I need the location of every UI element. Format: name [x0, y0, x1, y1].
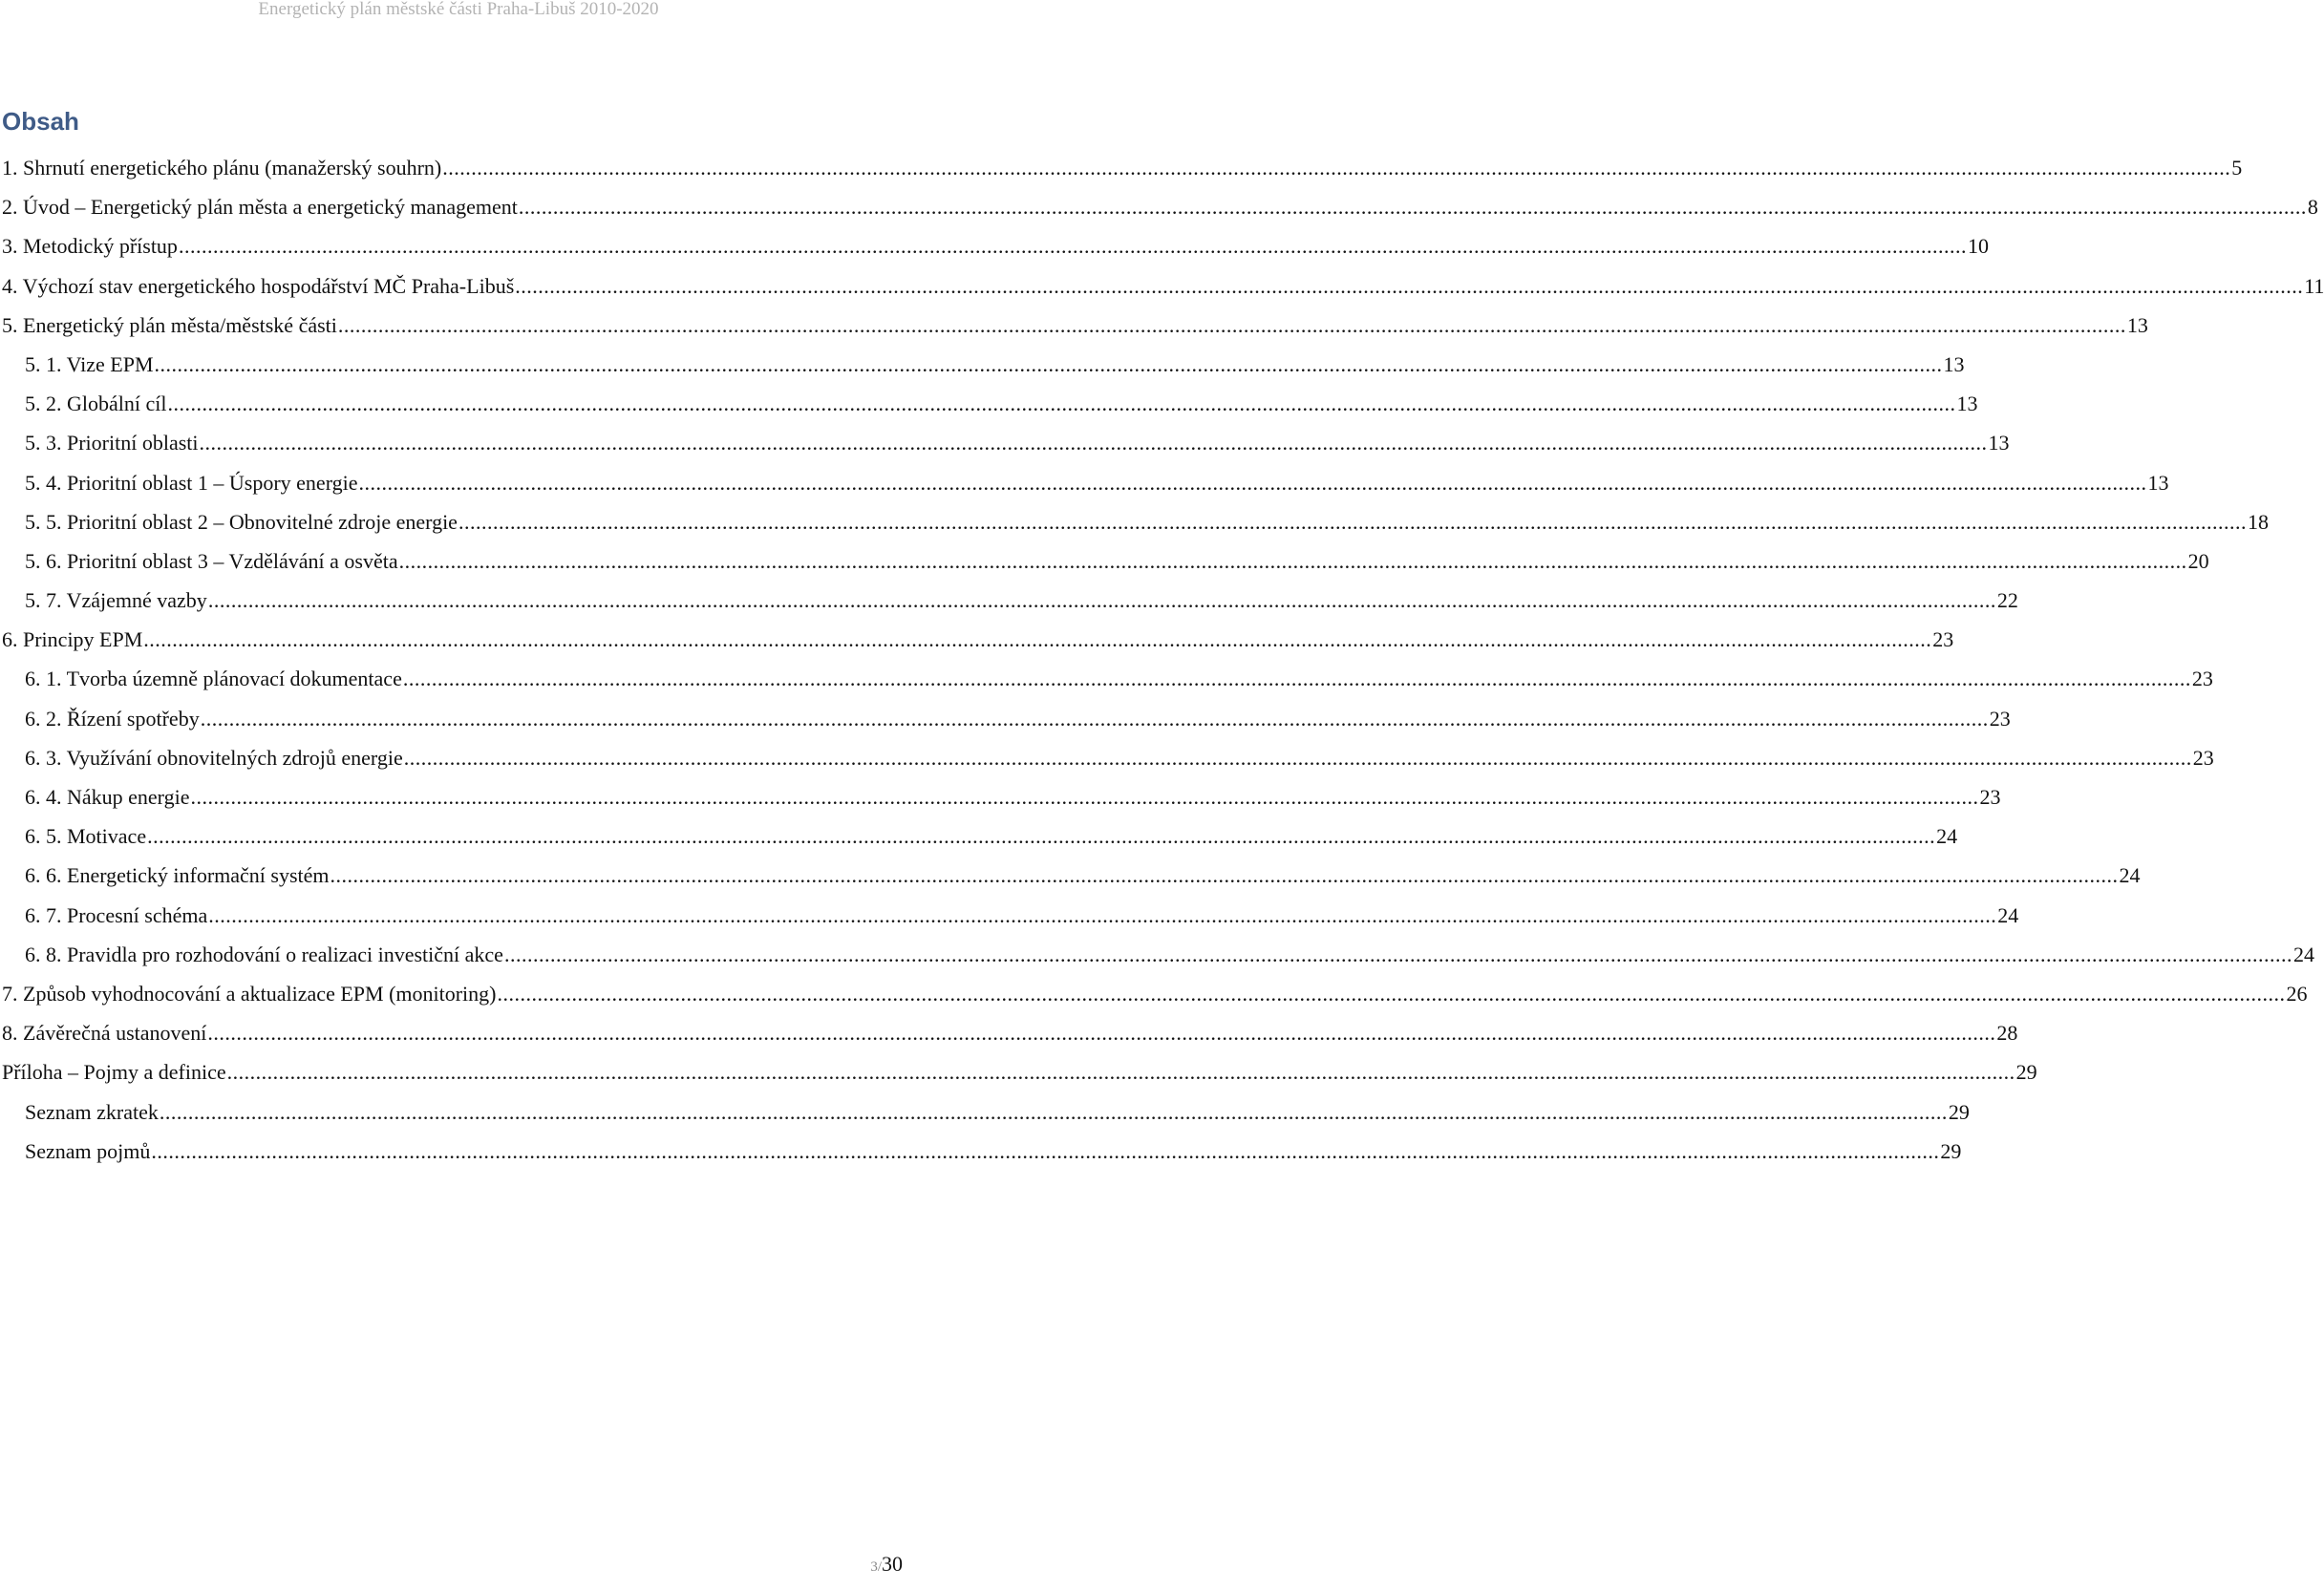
toc-entry[interactable] [2, 862, 2141, 901]
toc-entry-page: 23 [2191, 667, 2213, 691]
toc-entry[interactable] [2, 745, 2214, 784]
toc-entry-page: 29 [2015, 1060, 2037, 1085]
toc-entry-label: 6. 3. Využívání obnovitelných zdrojů energie [25, 745, 403, 770]
toc-dot-leader: ........................................................................................................................................................................................................................................................................................................................ [178, 234, 1967, 259]
toc-entry[interactable] [2, 666, 2213, 705]
toc-entry-label: 5. 4. Prioritní oblast 1 – Úspory energie [25, 470, 358, 495]
toc-entry-page: 24 [2292, 942, 2314, 966]
toc-entry-label: 7. Způsob vyhodnocování a aktualizace EPM (monitoring) [2, 981, 497, 1006]
toc-dot-leader: ........................................................................................................................................................................................................................................................................................................................ [518, 195, 2307, 220]
toc-entry-label: 3. Metodický přístup [2, 234, 178, 259]
toc-entry-page: 11 [2304, 273, 2324, 298]
toc-dot-leader: ........................................................................................................................................................................................................................................................................................................................ [358, 470, 2147, 495]
toc-entry[interactable] [2, 155, 2243, 194]
toc-entry-page: 13 [2147, 470, 2169, 495]
toc-entry[interactable] [2, 312, 2148, 351]
toc-entry[interactable] [2, 587, 2018, 626]
toc-dot-leader: ........................................................................................................................................................................................................................................................................................................................ [226, 1060, 2015, 1085]
toc-entry-label: 5. Energetický plán města/městské části [2, 312, 337, 337]
toc-entry-label: Seznam pojmů [25, 1138, 151, 1163]
toc-dot-leader: ........................................................................................................................................................................................................................................................................................................................ [403, 745, 2192, 770]
toc-entry[interactable] [2, 1020, 2018, 1059]
toc-dot-leader: ........................................................................................................................................................................................................................................................................................................................ [208, 902, 1997, 927]
toc-entry-label: 5. 1. Vize EPM [25, 351, 154, 376]
toc-dot-leader: ........................................................................................................................................................................................................................................................................................................................ [337, 312, 2126, 337]
toc-dot-leader: ........................................................................................................................................................................................................................................................................................................................ [398, 548, 2187, 573]
toc-entry-label: 5. 2. Globální cíl [25, 392, 167, 416]
toc-entry-page: 13 [2126, 312, 2148, 337]
toc-dot-leader: ........................................................................................................................................................................................................................................................................................................................ [151, 1138, 1940, 1163]
toc-entry-page: 18 [2247, 509, 2269, 534]
toc-entry[interactable] [2, 1059, 2037, 1098]
toc-entry-page: 13 [1956, 392, 1978, 416]
toc-dot-leader: ........................................................................................................................................................................................................................................................................................................................ [154, 351, 1943, 376]
toc-dot-leader: ........................................................................................................................................................................................................................................................................................................................ [200, 706, 1989, 731]
toc-dot-leader: ........................................................................................................................................................................................................................................................................................................................ [497, 981, 2286, 1006]
toc-entry-label: 6. 8. Pravidla pro rozhodování o realizaci investiční akce [25, 942, 503, 966]
page-number [870, 1552, 903, 1579]
toc-entry[interactable] [2, 706, 2011, 745]
toc-dot-leader: ........................................................................................................................................................................................................................................................................................................................ [503, 942, 2292, 966]
toc-entry-page: 20 [2187, 548, 2209, 573]
toc-entry[interactable] [2, 902, 2019, 942]
toc-entry[interactable] [2, 430, 2010, 469]
toc-dot-leader: ........................................................................................................................................................................................................................................................................................................................ [143, 627, 1932, 652]
toc-entry-label: 6. 6. Energetický informační systém [25, 863, 330, 888]
toc-entry[interactable] [2, 823, 1958, 862]
toc-dot-leader: ........................................................................................................................................................................................................................................................................................................................ [190, 785, 1979, 809]
toc-entry-page: 10 [1967, 234, 1989, 259]
toc-entry[interactable] [2, 273, 2324, 312]
toc-entry-page: 26 [2286, 981, 2308, 1006]
toc-entry[interactable] [2, 942, 2314, 981]
toc-entry-label: 6. 1. Tvorba územně plánovací dokumentace [25, 667, 402, 691]
toc-entry[interactable] [2, 548, 2209, 587]
toc-entry-label: 6. 4. Nákup energie [25, 785, 190, 809]
toc-entry[interactable] [2, 784, 2001, 823]
toc-dot-leader: ........................................................................................................................................................................................................................................................................................................................ [199, 431, 1988, 456]
toc-entry[interactable] [2, 981, 2308, 1020]
toc-entry-label: 6. 2. Řízení spotřeby [25, 706, 200, 731]
toc-entry[interactable] [2, 391, 1978, 430]
toc-dot-leader: ........................................................................................................................................................................................................................................................................................................................ [147, 824, 1936, 849]
toc-entry-label: 6. 7. Procesní schéma [25, 902, 208, 927]
toc-entry-page: 24 [2119, 863, 2141, 888]
toc-entry-page: 23 [1932, 627, 1954, 652]
table-of-contents [2, 155, 2324, 1177]
toc-entry-page: 23 [1979, 785, 2001, 809]
toc-entry-page: 13 [1988, 431, 2010, 456]
toc-entry-page: 24 [1997, 902, 2019, 927]
page-number-current: 3 [870, 1559, 878, 1575]
toc-dot-leader: ........................................................................................................................................................................................................................................................................................................................ [515, 273, 2304, 298]
toc-entry-label: 5. 6. Prioritní oblast 3 – Vzdělávání a osvěta [25, 548, 398, 573]
toc-entry-label: 8. Závěrečná ustanovení [2, 1021, 207, 1046]
toc-entry-label: 6. 5. Motivace [25, 824, 147, 849]
toc-dot-leader: ........................................................................................................................................................................................................................................................................................................................ [207, 588, 1996, 613]
toc-entry[interactable] [2, 1099, 1970, 1138]
toc-title: Obsah [2, 107, 79, 136]
toc-dot-leader: ........................................................................................................................................................................................................................................................................................................................ [159, 1099, 1948, 1124]
toc-entry-page: 24 [1936, 824, 1958, 849]
toc-entry-page: 22 [1996, 588, 2018, 613]
toc-entry[interactable] [2, 233, 1989, 272]
toc-entry[interactable] [2, 351, 1965, 391]
toc-dot-leader: ........................................................................................................................................................................................................................................................................................................................ [458, 509, 2247, 534]
toc-entry-page: 28 [1996, 1021, 2018, 1046]
toc-entry[interactable] [2, 626, 1954, 666]
toc-entry-page: 8 [2307, 195, 2318, 220]
toc-dot-leader: ........................................................................................................................................................................................................................................................................................................................ [167, 392, 1956, 416]
toc-entry[interactable] [2, 1138, 1962, 1177]
toc-dot-leader: ........................................................................................................................................................................................................................................................................................................................ [207, 1021, 1996, 1046]
toc-entry-label: Seznam zkratek [25, 1099, 159, 1124]
toc-entry-page: 13 [1943, 351, 1965, 376]
toc-entry-label: 6. Principy EPM [2, 627, 143, 652]
toc-entry-page: 23 [2192, 745, 2214, 770]
toc-entry[interactable] [2, 194, 2318, 233]
toc-entry-label: 4. Výchozí stav energetického hospodářství MČ Praha-Libuš [2, 273, 515, 298]
toc-entry-page: 5 [2231, 156, 2243, 180]
toc-entry-page: 23 [1989, 706, 2011, 731]
toc-entry[interactable] [2, 509, 2269, 548]
toc-dot-leader: ........................................................................................................................................................................................................................................................................................................................ [442, 156, 2231, 180]
toc-entry-label: 2. Úvod – Energetický plán města a energetický management [2, 195, 518, 220]
page-number-separator: / [877, 1559, 882, 1575]
toc-entry-label: Příloha – Pojmy a definice [2, 1060, 226, 1085]
toc-dot-leader: ........................................................................................................................................................................................................................................................................................................................ [402, 667, 2191, 691]
toc-entry-page: 29 [1948, 1099, 1970, 1124]
toc-dot-leader: ........................................................................................................................................................................................................................................................................................................................ [330, 863, 2119, 888]
running-header: Energetický plán městské části Praha-Libuš 2010-2020 [258, 0, 659, 19]
toc-entry-label: 5. 7. Vzájemné vazby [25, 588, 207, 613]
toc-entry-label: 1. Shrnutí energetického plánu (manažerský souhrn) [2, 156, 442, 180]
toc-entry-label: 5. 3. Prioritní oblasti [25, 431, 199, 456]
toc-entry-label: 5. 5. Prioritní oblast 2 – Obnovitelné zdroje energie [25, 509, 458, 534]
toc-entry[interactable] [2, 470, 2169, 509]
toc-entry-page: 29 [1940, 1138, 1962, 1163]
page-number-total: 30 [882, 1552, 903, 1576]
